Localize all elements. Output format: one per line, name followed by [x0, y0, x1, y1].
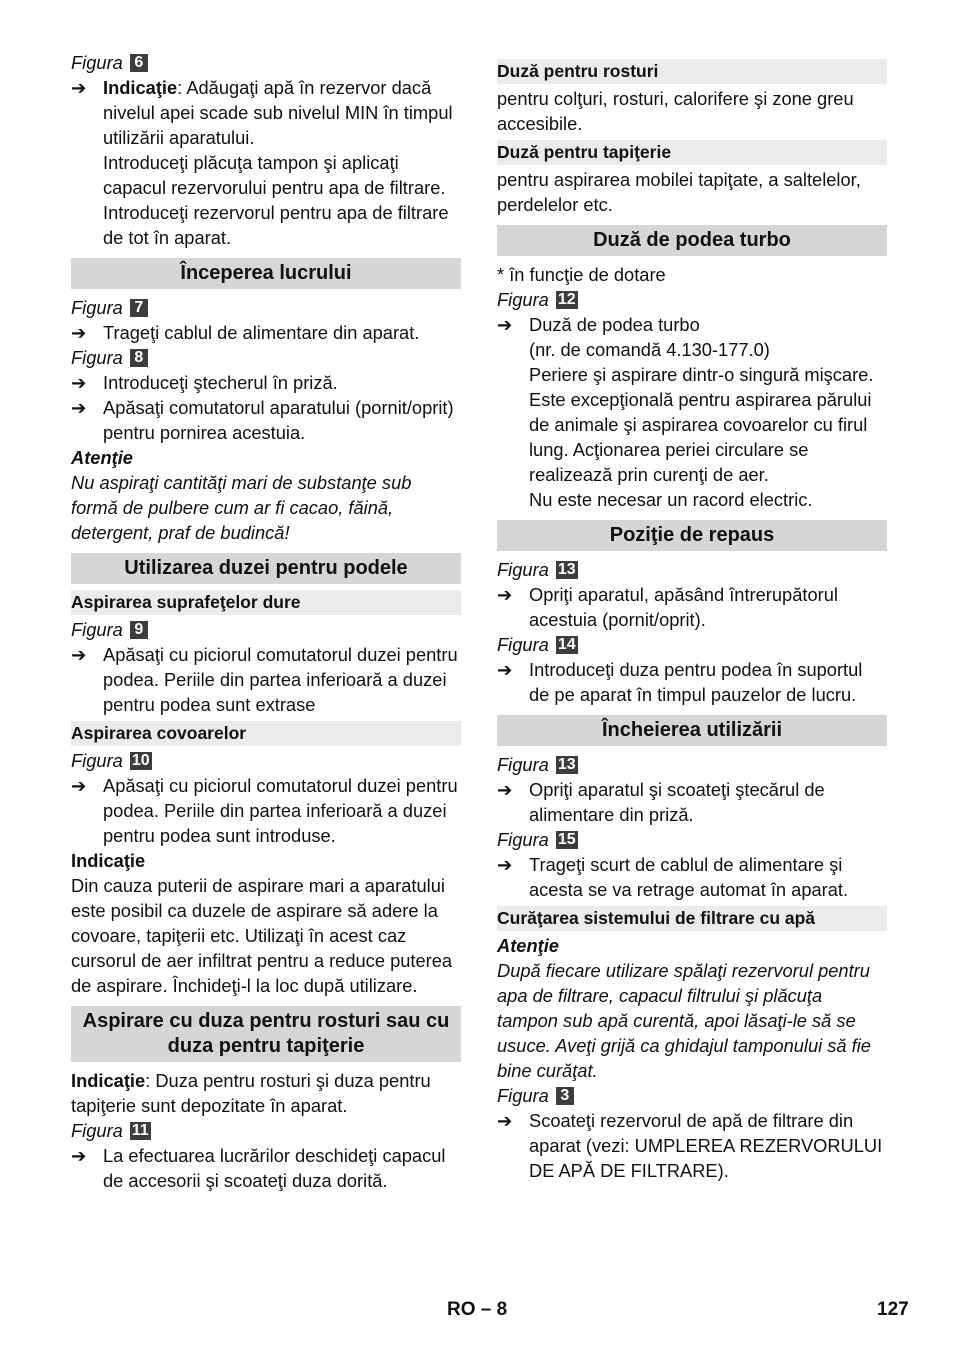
instruction-step: ➔ Apăsaţi comutatorul aparatului (pornit/oprit) pentru pornirea acestuia.: [71, 397, 454, 443]
section-heading: Începerea lucrului: [71, 258, 461, 289]
instruction-step: ➔ Trageţi scurt de cablul de alimentare şi acesta se va retrage automat în aparat.: [497, 854, 849, 900]
left-column: [71, 50, 461, 1193]
figure-ref: Figura 13: [497, 754, 576, 775]
arrow-icon: ➔: [497, 1110, 513, 1131]
instruction-step: ➔ Opriţi aparatul, apăsând întrerupătorul acestuia (pornit/oprit).: [497, 584, 838, 630]
figure-number-badge: 9: [130, 621, 148, 639]
instruction-step: ➔ Opriţi aparatul şi scoateţi ştecărul de alimentare din priză.: [497, 779, 825, 825]
instruction-step: ➔ Indicaţie: Adăugaţi apă în rezervor dacă nivelul apei scade sub nivelul MIN în timpul utilizării aparatului. Introduceţi plăcuţa tampon şi aplicaţi capacul rezervorului pentru apa de filtrare. Introduceţi rezervorul pentru apa de filtrare de tot în aparat.: [71, 77, 453, 248]
figure-number-badge: 13: [557, 755, 576, 773]
footer-section-label: RO – 8: [447, 1299, 508, 1320]
instruction-step: ➔ Introduceţi ştecherul în priză.: [71, 372, 338, 393]
section-heading: Duză de podea turbo: [497, 225, 887, 256]
figure-ref: Figura 15: [497, 829, 576, 850]
figure-ref: Figura 7: [71, 295, 461, 320]
figure-ref: Figura 9: [71, 617, 461, 642]
figure-number-badge: 3: [556, 1087, 574, 1105]
figure-ref: Figura 3: [497, 1083, 887, 1108]
page-number: 127: [877, 1299, 909, 1320]
figure-number-badge: 8: [130, 349, 148, 367]
subsection-heading: Aspirarea covoarelor: [71, 721, 461, 746]
section-heading: Poziţie de repaus: [497, 520, 887, 551]
subsection-heading: Duză pentru tapiţerie: [497, 140, 887, 165]
paragraph: pentru colţuri, rosturi, calorifere şi zone greu accesibile.: [497, 88, 854, 134]
note-text: Din cauza puterii de aspirare mari a aparatului este posibil ca duzele de aspirare să adere la covoare, tapiţerii etc. Utilizaţi în acest caz cursorul de aer infiltrat pentru a reduce puterea de aspirare. Închideţi-l la loc după utilizare.: [71, 875, 453, 996]
warning-label: Atenţie: [71, 447, 133, 468]
paragraph: pentru aspirarea mobilei tapiţate, a saltelelor, perdelelor etc.: [497, 169, 861, 215]
instruction-step: ➔ La efectuarea lucrărilor deschideţi capacul de accesorii şi scoateţi duza dorită.: [71, 1145, 446, 1191]
arrow-icon: ➔: [497, 659, 513, 680]
arrow-icon: ➔: [71, 397, 87, 418]
figure-ref: Figura 12: [497, 289, 576, 310]
figure-number-badge: 14: [557, 635, 576, 653]
note-label: Indicaţie: [71, 850, 146, 871]
arrow-icon: ➔: [497, 584, 513, 605]
figure-number-badge: 12: [557, 290, 576, 308]
section-heading: Utilizarea duzei pentru podele: [71, 553, 461, 584]
figure-number-badge: 15: [557, 830, 576, 848]
figure-ref: Figura 13: [497, 559, 576, 580]
arrow-icon: ➔: [71, 1145, 87, 1166]
instruction-step: ➔ Apăsaţi cu piciorul comutatorul duzei pentru podea. Periile din partea inferioară a duzei pentru podea sunt introduse.: [71, 775, 458, 846]
arrow-icon: ➔: [497, 779, 513, 800]
note-paragraph: Indicaţie: Duza pentru rosturi şi duza pentru tapiţerie sunt depozitate în aparat.: [71, 1070, 431, 1116]
instruction-step: ➔ Trageţi cablul de alimentare din aparat.: [71, 322, 420, 343]
figure-number-badge: 11: [131, 1121, 149, 1139]
warning-label: Atenţie: [497, 935, 559, 956]
subsection-heading: Aspirarea suprafeţelor dure: [71, 590, 461, 615]
figure-number-badge: 7: [130, 299, 148, 317]
figure-number-badge: 13: [557, 560, 576, 578]
figure-ref: Figura 11: [71, 1120, 149, 1141]
arrow-icon: ➔: [497, 314, 513, 335]
instruction-step: ➔ Scoateţi rezervorul de apă de filtrare din aparat (vezi: UMPLEREA REZERVORULUI DE APĂ DE FILTRARE).: [497, 1110, 883, 1181]
section-heading: Încheierea utilizării: [497, 715, 887, 746]
arrow-icon: ➔: [71, 775, 87, 796]
arrow-icon: ➔: [497, 854, 513, 875]
warning-text: Nu aspiraţi cantităţi mari de substanţe sub formă de pulbere cum ar fi cacao, făină, detergent, praf de budincă!: [71, 472, 412, 543]
footnote: * în funcţie de dotare: [497, 264, 666, 285]
warning-text: După fiecare utilizare spălaţi rezervorul pentru apa de filtrare, capacul filtrului şi plăcuţa tampon sub apă curentă, apoi lăsaţi-le să se usuce. Aveţi grijă ca ghidajul tamponului să fie bine curăţat.: [497, 960, 871, 1081]
figure-number-badge: 6: [130, 54, 148, 72]
right-column: [497, 50, 887, 1183]
subsection-heading: Curăţarea sistemului de filtrare cu apă: [497, 906, 887, 931]
figure-ref: Figura 14: [497, 634, 576, 655]
instruction-step: ➔ Duză de podea turbo (nr. de comandă 4.130-177.0) Periere şi aspirare dintr-o singură mişcare. Este excepţională pentru aspirarea părului de animale şi aspirarea covoarelor cu firul lung. Acţionarea periei circulare se realizează prin curenţi de aer. Nu este necesar un racord electric.: [497, 314, 874, 510]
section-heading: Aspirare cu duza pentru rosturi sau cu duza pentru tapiţerie: [71, 1006, 461, 1062]
subsection-heading: Duză pentru rosturi: [497, 59, 887, 84]
figure-ref: Figura 10: [71, 750, 150, 771]
instruction-step: ➔ Introduceţi duza pentru podea în suportul de pe aparat în timpul pauzelor de lucru.: [497, 659, 863, 705]
figure-ref: Figura 6: [71, 50, 461, 75]
instruction-step: ➔ Apăsaţi cu piciorul comutatorul duzei pentru podea. Periile din partea inferioară a duzei pentru podea sunt extrase: [71, 644, 458, 715]
arrow-icon: ➔: [71, 322, 87, 343]
arrow-icon: ➔: [71, 77, 87, 98]
figure-ref: Figura 8: [71, 345, 461, 370]
figure-number-badge: 10: [131, 751, 150, 769]
arrow-icon: ➔: [71, 644, 87, 665]
arrow-icon: ➔: [71, 372, 87, 393]
